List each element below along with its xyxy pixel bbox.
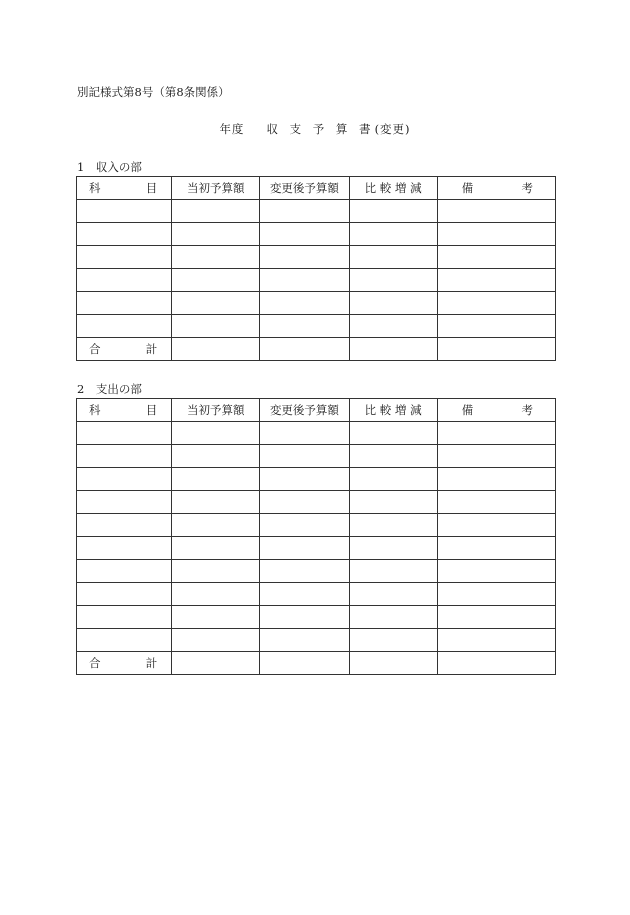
table-cell[interactable] xyxy=(260,292,349,315)
table-cell[interactable] xyxy=(437,560,555,583)
table-row xyxy=(77,445,556,468)
table-cell[interactable] xyxy=(77,246,172,269)
title-year: 年度 xyxy=(219,122,245,136)
table-cell[interactable] xyxy=(260,537,349,560)
header-remarks: 備 考 xyxy=(437,177,555,200)
table-cell[interactable] xyxy=(172,422,260,445)
table-cell[interactable] xyxy=(172,491,260,514)
total-row xyxy=(77,652,556,675)
total-label: 合 計 xyxy=(77,338,172,361)
total-label: 合 計 xyxy=(77,652,172,675)
table-cell[interactable] xyxy=(349,315,437,338)
table-cell[interactable] xyxy=(77,292,172,315)
header-subject: 科 目 xyxy=(77,399,172,422)
table-cell[interactable] xyxy=(437,491,555,514)
table-cell[interactable] xyxy=(437,583,555,606)
table-row xyxy=(77,223,556,246)
table-cell[interactable] xyxy=(349,629,437,652)
table-cell[interactable] xyxy=(437,514,555,537)
table-cell[interactable] xyxy=(349,537,437,560)
table-row xyxy=(77,514,556,537)
table-cell[interactable] xyxy=(349,468,437,491)
table-cell[interactable] xyxy=(260,514,349,537)
table-cell[interactable] xyxy=(260,629,349,652)
table-cell[interactable] xyxy=(172,514,260,537)
table-cell[interactable] xyxy=(77,315,172,338)
table-row xyxy=(77,583,556,606)
table-cell[interactable] xyxy=(260,200,349,223)
table-cell[interactable] xyxy=(349,560,437,583)
table-cell[interactable] xyxy=(172,292,260,315)
table-cell[interactable] xyxy=(349,422,437,445)
table-cell[interactable] xyxy=(260,223,349,246)
table-header-row xyxy=(77,399,556,422)
table-cell[interactable] xyxy=(349,200,437,223)
table-cell[interactable] xyxy=(437,537,555,560)
table-row xyxy=(77,629,556,652)
table-row xyxy=(77,468,556,491)
table-cell[interactable] xyxy=(349,445,437,468)
table-cell[interactable] xyxy=(349,491,437,514)
table-cell[interactable] xyxy=(172,537,260,560)
table-cell[interactable] xyxy=(349,292,437,315)
table-cell[interactable] xyxy=(260,606,349,629)
table-cell[interactable] xyxy=(349,606,437,629)
header-remarks: 備 考 xyxy=(437,399,555,422)
table-cell[interactable] xyxy=(437,292,555,315)
table-cell[interactable] xyxy=(349,246,437,269)
table-cell[interactable] xyxy=(349,583,437,606)
table-cell[interactable] xyxy=(260,315,349,338)
total-cell[interactable] xyxy=(172,338,260,361)
table-cell[interactable] xyxy=(172,468,260,491)
table-row xyxy=(77,315,556,338)
header-initial-budget: 当初予算額 xyxy=(172,399,260,422)
table-row xyxy=(77,606,556,629)
header-subject: 科 目 xyxy=(77,177,172,200)
table-cell[interactable] xyxy=(77,514,172,537)
table-cell[interactable] xyxy=(349,269,437,292)
total-row xyxy=(77,338,556,361)
table-cell[interactable] xyxy=(77,606,172,629)
total-cell[interactable] xyxy=(172,652,260,675)
table-cell[interactable] xyxy=(437,606,555,629)
table-cell[interactable] xyxy=(349,223,437,246)
table-cell[interactable] xyxy=(349,514,437,537)
table-cell[interactable] xyxy=(77,468,172,491)
table-cell[interactable] xyxy=(172,445,260,468)
table-row xyxy=(77,200,556,223)
table-cell[interactable] xyxy=(260,583,349,606)
table-cell[interactable] xyxy=(437,246,555,269)
table-cell[interactable] xyxy=(77,629,172,652)
header-comparison: 比 較 増 減 xyxy=(349,399,437,422)
header-initial-budget: 当初予算額 xyxy=(172,177,260,200)
table-cell[interactable] xyxy=(77,491,172,514)
expense-section-heading: 2 支出の部 xyxy=(77,382,142,396)
expense-budget-table xyxy=(76,398,556,675)
table-cell[interactable] xyxy=(437,315,555,338)
table-row xyxy=(77,422,556,445)
table-cell[interactable] xyxy=(437,269,555,292)
table-cell[interactable] xyxy=(172,269,260,292)
table-cell[interactable] xyxy=(77,537,172,560)
total-cell[interactable] xyxy=(437,652,555,675)
table-cell[interactable] xyxy=(437,445,555,468)
title-main: 収 支 予 算 書 xyxy=(266,122,375,136)
table-cell[interactable] xyxy=(260,560,349,583)
table-cell[interactable] xyxy=(77,560,172,583)
table-cell[interactable] xyxy=(437,629,555,652)
table-cell[interactable] xyxy=(172,223,260,246)
table-cell[interactable] xyxy=(77,583,172,606)
table-row xyxy=(77,537,556,560)
header-revised-budget: 変更後予算額 xyxy=(260,399,349,422)
table-header-row xyxy=(77,177,556,200)
table-cell[interactable] xyxy=(77,269,172,292)
table-cell[interactable] xyxy=(260,491,349,514)
title-suffix: (変更) xyxy=(374,122,411,136)
table-cell[interactable] xyxy=(77,200,172,223)
table-row xyxy=(77,491,556,514)
table-cell[interactable] xyxy=(77,445,172,468)
table-cell[interactable] xyxy=(172,315,260,338)
table-cell[interactable] xyxy=(260,422,349,445)
table-cell[interactable] xyxy=(437,422,555,445)
total-cell[interactable] xyxy=(437,338,555,361)
table-cell[interactable] xyxy=(260,246,349,269)
table-row xyxy=(77,292,556,315)
table-cell[interactable] xyxy=(77,422,172,445)
table-cell[interactable] xyxy=(172,200,260,223)
form-label: 別記様式第8号（第8条関係） xyxy=(77,85,230,99)
table-cell[interactable] xyxy=(172,606,260,629)
header-comparison: 比 較 増 減 xyxy=(349,177,437,200)
total-cell[interactable] xyxy=(349,338,437,361)
table-cell[interactable] xyxy=(77,223,172,246)
table-cell[interactable] xyxy=(437,200,555,223)
table-cell[interactable] xyxy=(437,223,555,246)
table-row xyxy=(77,246,556,269)
table-cell[interactable] xyxy=(260,468,349,491)
table-row xyxy=(77,269,556,292)
document-title xyxy=(0,121,630,137)
total-cell[interactable] xyxy=(260,338,349,361)
table-row xyxy=(77,560,556,583)
table-cell[interactable] xyxy=(260,445,349,468)
income-section-heading: 1 収入の部 xyxy=(77,160,142,174)
table-cell[interactable] xyxy=(172,629,260,652)
total-cell[interactable] xyxy=(349,652,437,675)
income-budget-table xyxy=(76,176,556,361)
table-cell[interactable] xyxy=(260,269,349,292)
table-cell[interactable] xyxy=(172,560,260,583)
header-revised-budget: 変更後予算額 xyxy=(260,177,349,200)
table-cell[interactable] xyxy=(437,468,555,491)
table-cell[interactable] xyxy=(172,583,260,606)
total-cell[interactable] xyxy=(260,652,349,675)
table-cell[interactable] xyxy=(172,246,260,269)
